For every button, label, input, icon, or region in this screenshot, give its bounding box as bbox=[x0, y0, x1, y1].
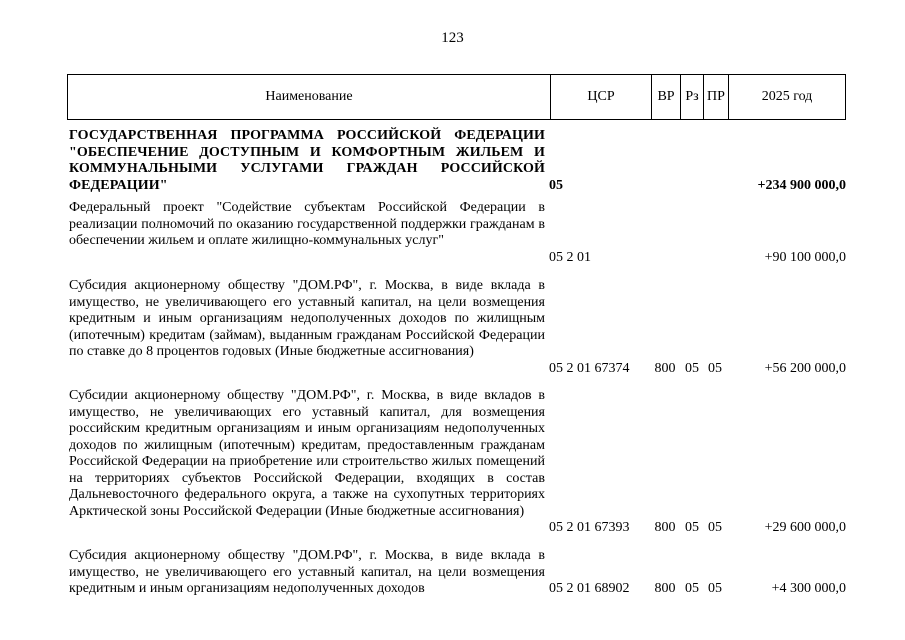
row-csr: 05 2 01 bbox=[549, 249, 591, 265]
row-amount: +234 900 000,0 bbox=[757, 177, 846, 193]
row-name: ГОСУДАРСТВЕННАЯ ПРОГРАММА РОССИЙСКОЙ ФЕДЕРАЦИИ "ОБЕСПЕЧЕНИЕ ДОСТУПНЫМ И КОМФОРТНЫМ ЖИЛЬЕМ И КОММУНАЛЬНЫМИ УСЛУГАМИ ГРАЖДАН РОССИЙСКОЙ ФЕДЕРАЦИИ" bbox=[69, 128, 545, 193]
header-rz: Рз bbox=[685, 89, 699, 104]
row-amount: +90 100 000,0 bbox=[764, 249, 846, 265]
row-amount: +4 300 000,0 bbox=[771, 581, 846, 596]
row-rz: 05 bbox=[685, 581, 699, 596]
row-vr: 800 bbox=[654, 520, 676, 535]
row-csr: 05 2 01 67374 bbox=[549, 360, 630, 376]
row-name: Федеральный проект "Содействие субъектам Российской Федерации в реализации полномочий по оказанию государственной поддержки гражданам в обеспечении жильем и оплате жилищно-коммунальных услуг" bbox=[69, 200, 545, 248]
header-name: Наименование bbox=[265, 89, 353, 104]
row-csr: 05 2 01 68902 bbox=[549, 581, 630, 596]
row-rz: 05 bbox=[685, 520, 699, 535]
row-pr: 05 bbox=[708, 581, 722, 596]
page-number: 123 bbox=[441, 30, 464, 46]
header-vr: ВР bbox=[657, 89, 675, 104]
row-vr: 800 bbox=[654, 581, 676, 596]
row-amount: +29 600 000,0 bbox=[764, 520, 846, 535]
row-csr: 05 2 01 67393 bbox=[549, 520, 630, 535]
row-name: Субсидии акционерному обществу "ДОМ.РФ", г. Москва, в виде вкладов в имущество, не увеличивающих его уставный капитал, для возмещения российским кредитным организациям и иным организациям недополученных доходов по жилищным (ипотечным) кредитам, предоставленным гражданам Российской Федерации на приобретение или строительство жилых помещений на территориях субъектов Российской Федерации, входящих в состав Дальневосточного федерального округа, а также на сухопутных территориях Арктической зоны Российской Федерации (Иные бюджетные ассигнования) bbox=[69, 388, 545, 519]
row-name: Субсидия акционерному обществу "ДОМ.РФ", г. Москва, в виде вклада в имущество, не увеличивающего его уставный капитал, на цели возмещения кредитным и иным организациям недополученных доходов bbox=[69, 548, 545, 596]
row-pr: 05 bbox=[708, 520, 722, 535]
header-year: 2025 год bbox=[761, 89, 813, 104]
row-amount: +56 200 000,0 bbox=[764, 360, 846, 376]
row-rz: 05 bbox=[685, 360, 699, 376]
row-csr: 05 bbox=[549, 177, 563, 193]
header-pr: ПР bbox=[707, 89, 725, 104]
row-pr: 05 bbox=[708, 360, 722, 376]
row-vr: 800 bbox=[654, 360, 676, 376]
row-name: Субсидия акционерному обществу "ДОМ.РФ", г. Москва, в виде вклада в имущество, не увеличивающего его уставный капитал, на цели возмещения кредитным и иным организациям недополученных доходов по жилищным (ипотечным) кредитам (займам), выданным гражданам Российской Федерации по ставке до 8 процентов годовых (Иные бюджетные ассигнования) bbox=[69, 278, 545, 359]
table-header bbox=[67, 74, 846, 120]
header-csr: ЦСР bbox=[587, 89, 615, 104]
